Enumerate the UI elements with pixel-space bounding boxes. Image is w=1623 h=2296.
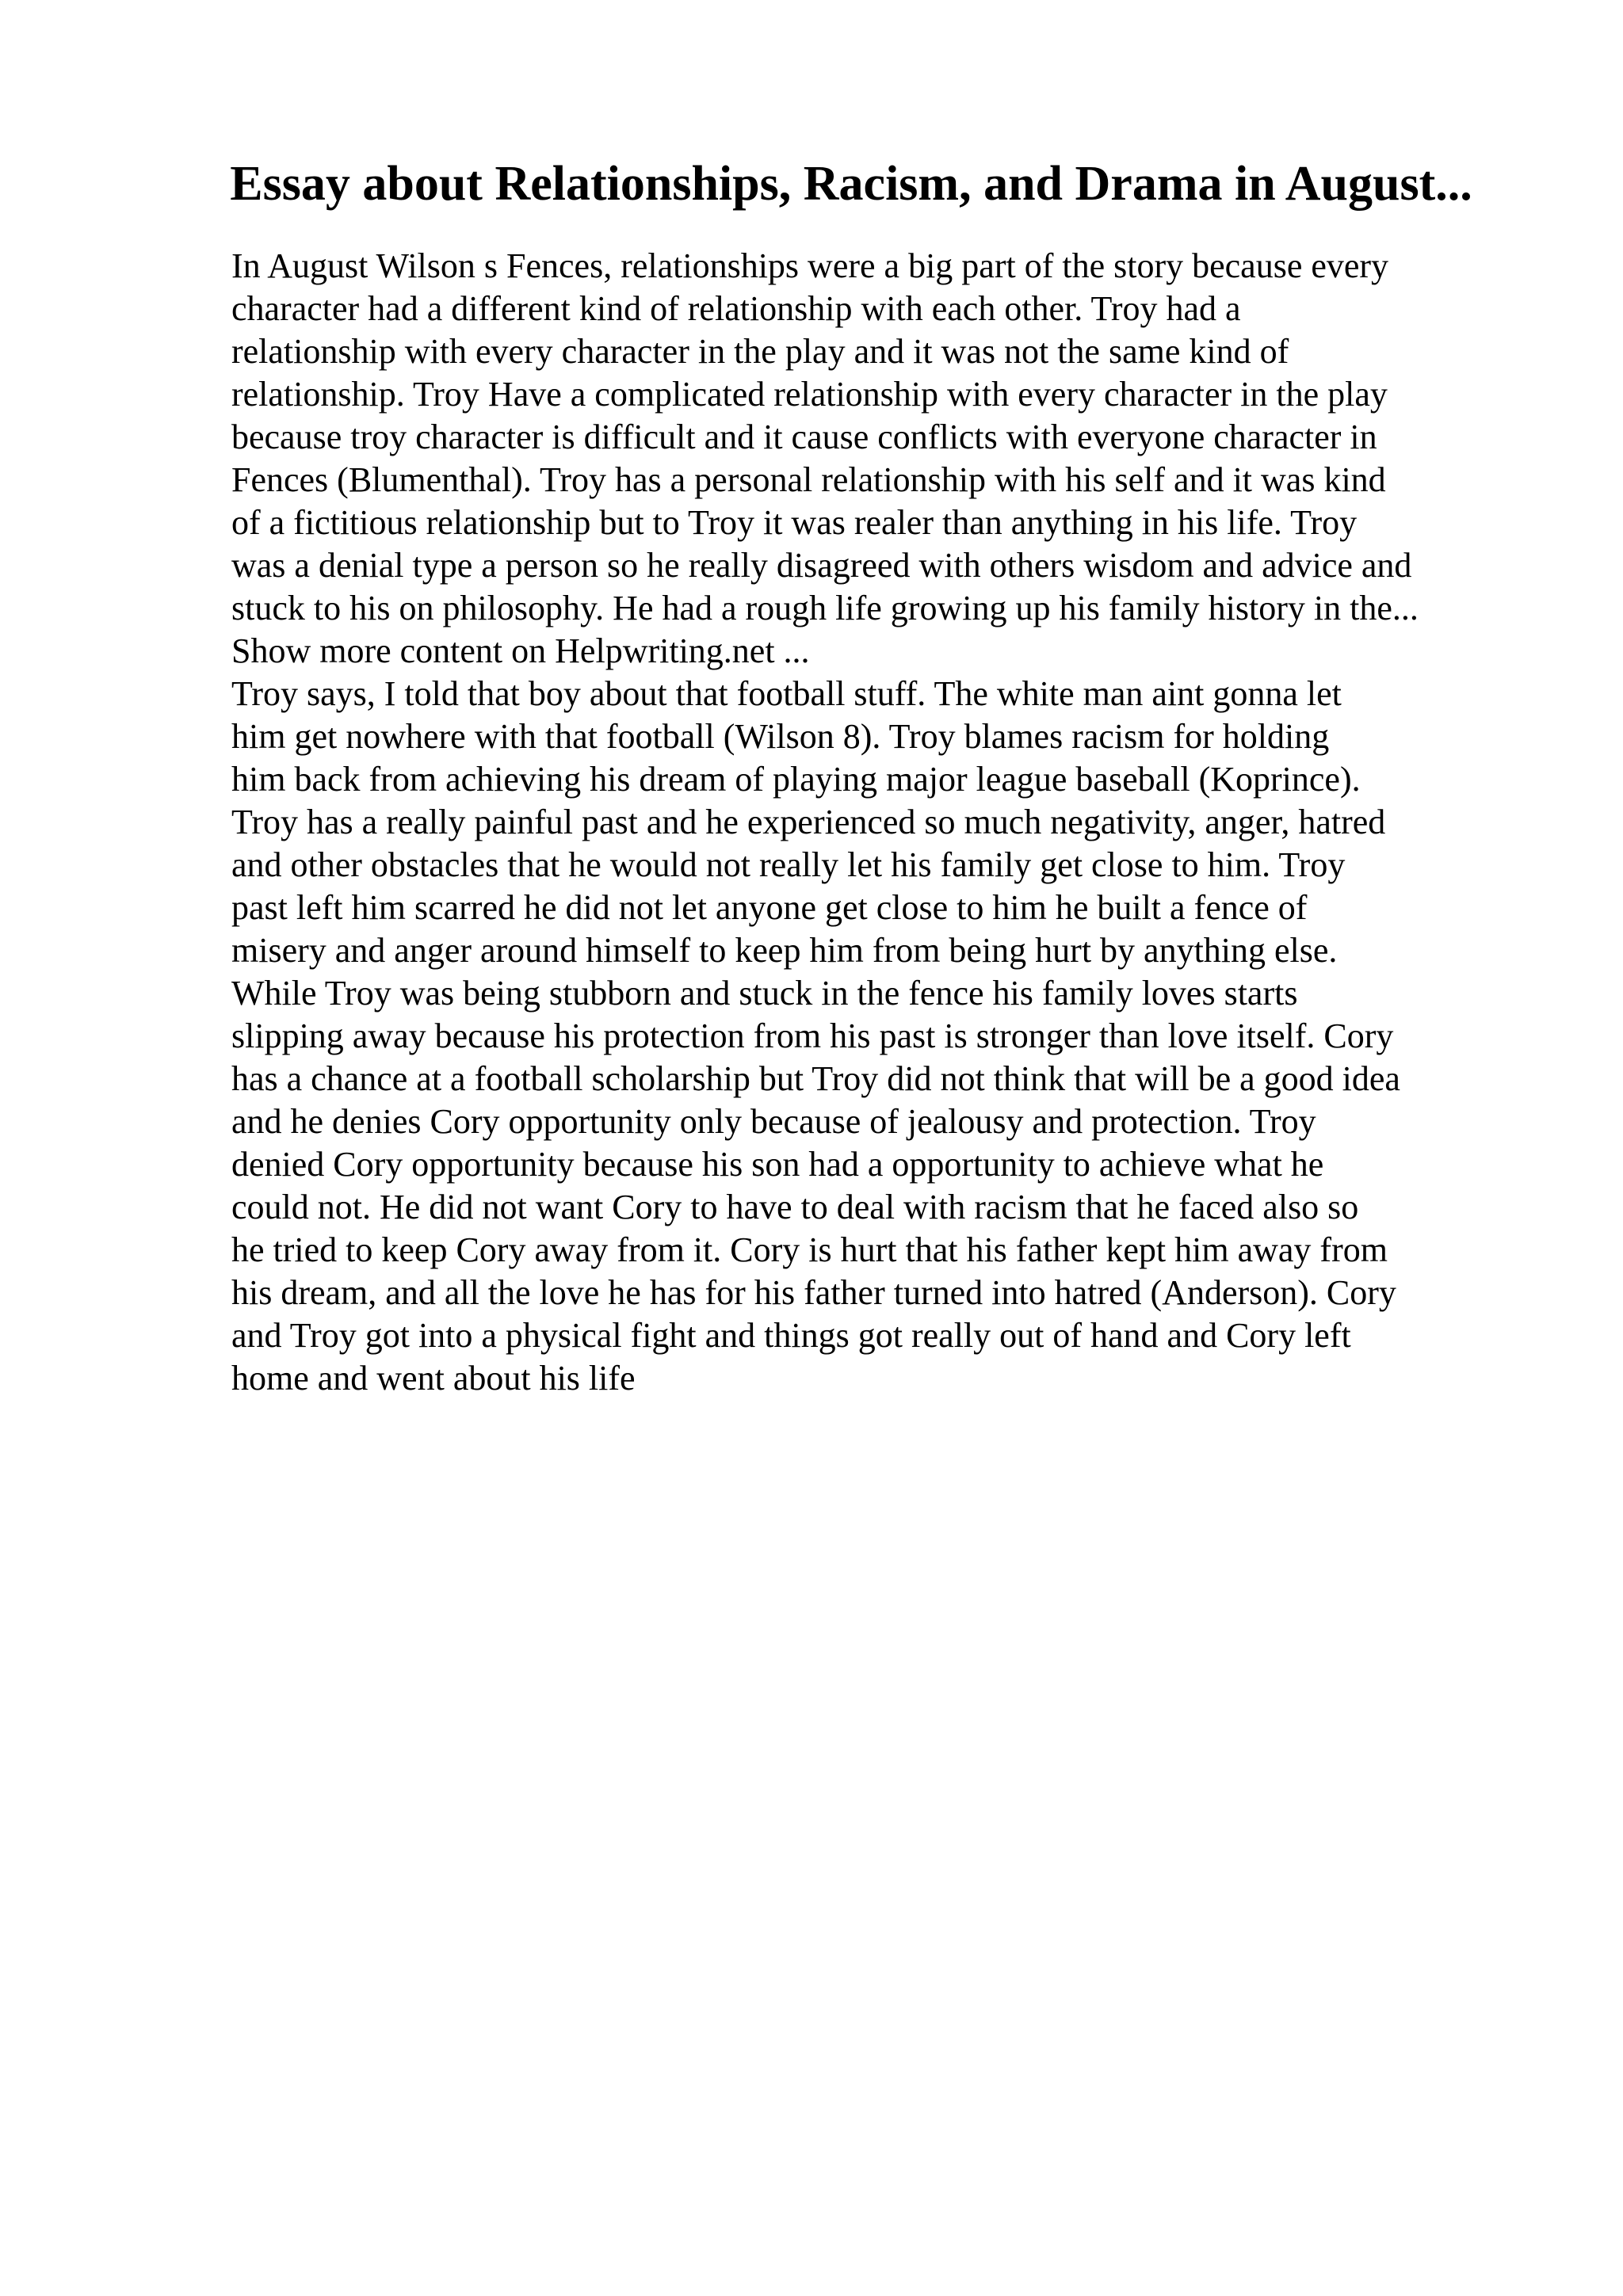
body-line: and Troy got into a physical fight and things got really out of hand and Cory left [231, 1316, 1351, 1355]
essay-body [231, 245, 1515, 1400]
body-line: misery and anger around himself to keep him from being hurt by anything else. [231, 931, 1338, 970]
body-line: stuck to his on philosophy. He had a rough life growing up his family history in the... [231, 589, 1419, 627]
body-line: he tried to keep Cory away from it. Cory is hurt that his father kept him away from [231, 1230, 1388, 1269]
body-line: home and went about his life [231, 1359, 636, 1398]
body-line: slipping away because his protection from his past is stronger than love itself. Cory [231, 1016, 1394, 1055]
body-line: While Troy was being stubborn and stuck in the fence his family loves starts [231, 974, 1298, 1013]
body-line: his dream, and all the love he has for his father turned into hatred (Anderson). Cory [231, 1273, 1396, 1312]
body-line: denied Cory opportunity because his son had a opportunity to achieve what he [231, 1145, 1324, 1184]
body-line: of a fictitious relationship but to Troy it was realer than anything in his life. Troy [231, 503, 1358, 542]
body-line: Troy has a really painful past and he experienced so much negativity, anger, hatred [231, 803, 1386, 841]
body-line: because troy character is difficult and it cause conflicts with everyone character in [231, 418, 1377, 456]
body-line: relationship. Troy Have a complicated relationship with every character in the play [231, 375, 1388, 414]
body-line: was a denial type a person so he really disagreed with others wisdom and advice and [231, 546, 1412, 585]
body-line: relationship with every character in the play and it was not the same kind of [231, 332, 1289, 371]
essay-title: Essay about Relationships, Racism, and Drama in August... [230, 157, 1472, 211]
body-line: could not. He did not want Cory to have to deal with racism that he faced also so [231, 1188, 1359, 1226]
body-line: Fences (Blumenthal). Troy has a personal relationship with his self and it was kind [231, 460, 1386, 499]
body-line: character had a different kind of relationship with each other. Troy had a [231, 289, 1241, 328]
show-more-link[interactable]: Show more content on Helpwriting.net ... [231, 631, 810, 670]
body-line: him get nowhere with that football (Wilson 8). Troy blames racism for holding [231, 717, 1330, 756]
body-line: Troy says, I told that boy about that football stuff. The white man aint gonna let [231, 674, 1342, 713]
body-line: past left him scarred he did not let anyone get close to him he built a fence of [231, 888, 1308, 927]
body-line: has a chance at a football scholarship but Troy did not think that will be a good idea [231, 1059, 1400, 1098]
body-line: him back from achieving his dream of playing major league baseball (Koprince). [231, 760, 1361, 799]
body-line: and other obstacles that he would not really let his family get close to him. Troy [231, 845, 1346, 884]
body-line: and he denies Cory opportunity only because of jealousy and protection. Troy [231, 1102, 1316, 1141]
body-line: In August Wilson s Fences, relationships were a big part of the story because every [231, 246, 1389, 285]
